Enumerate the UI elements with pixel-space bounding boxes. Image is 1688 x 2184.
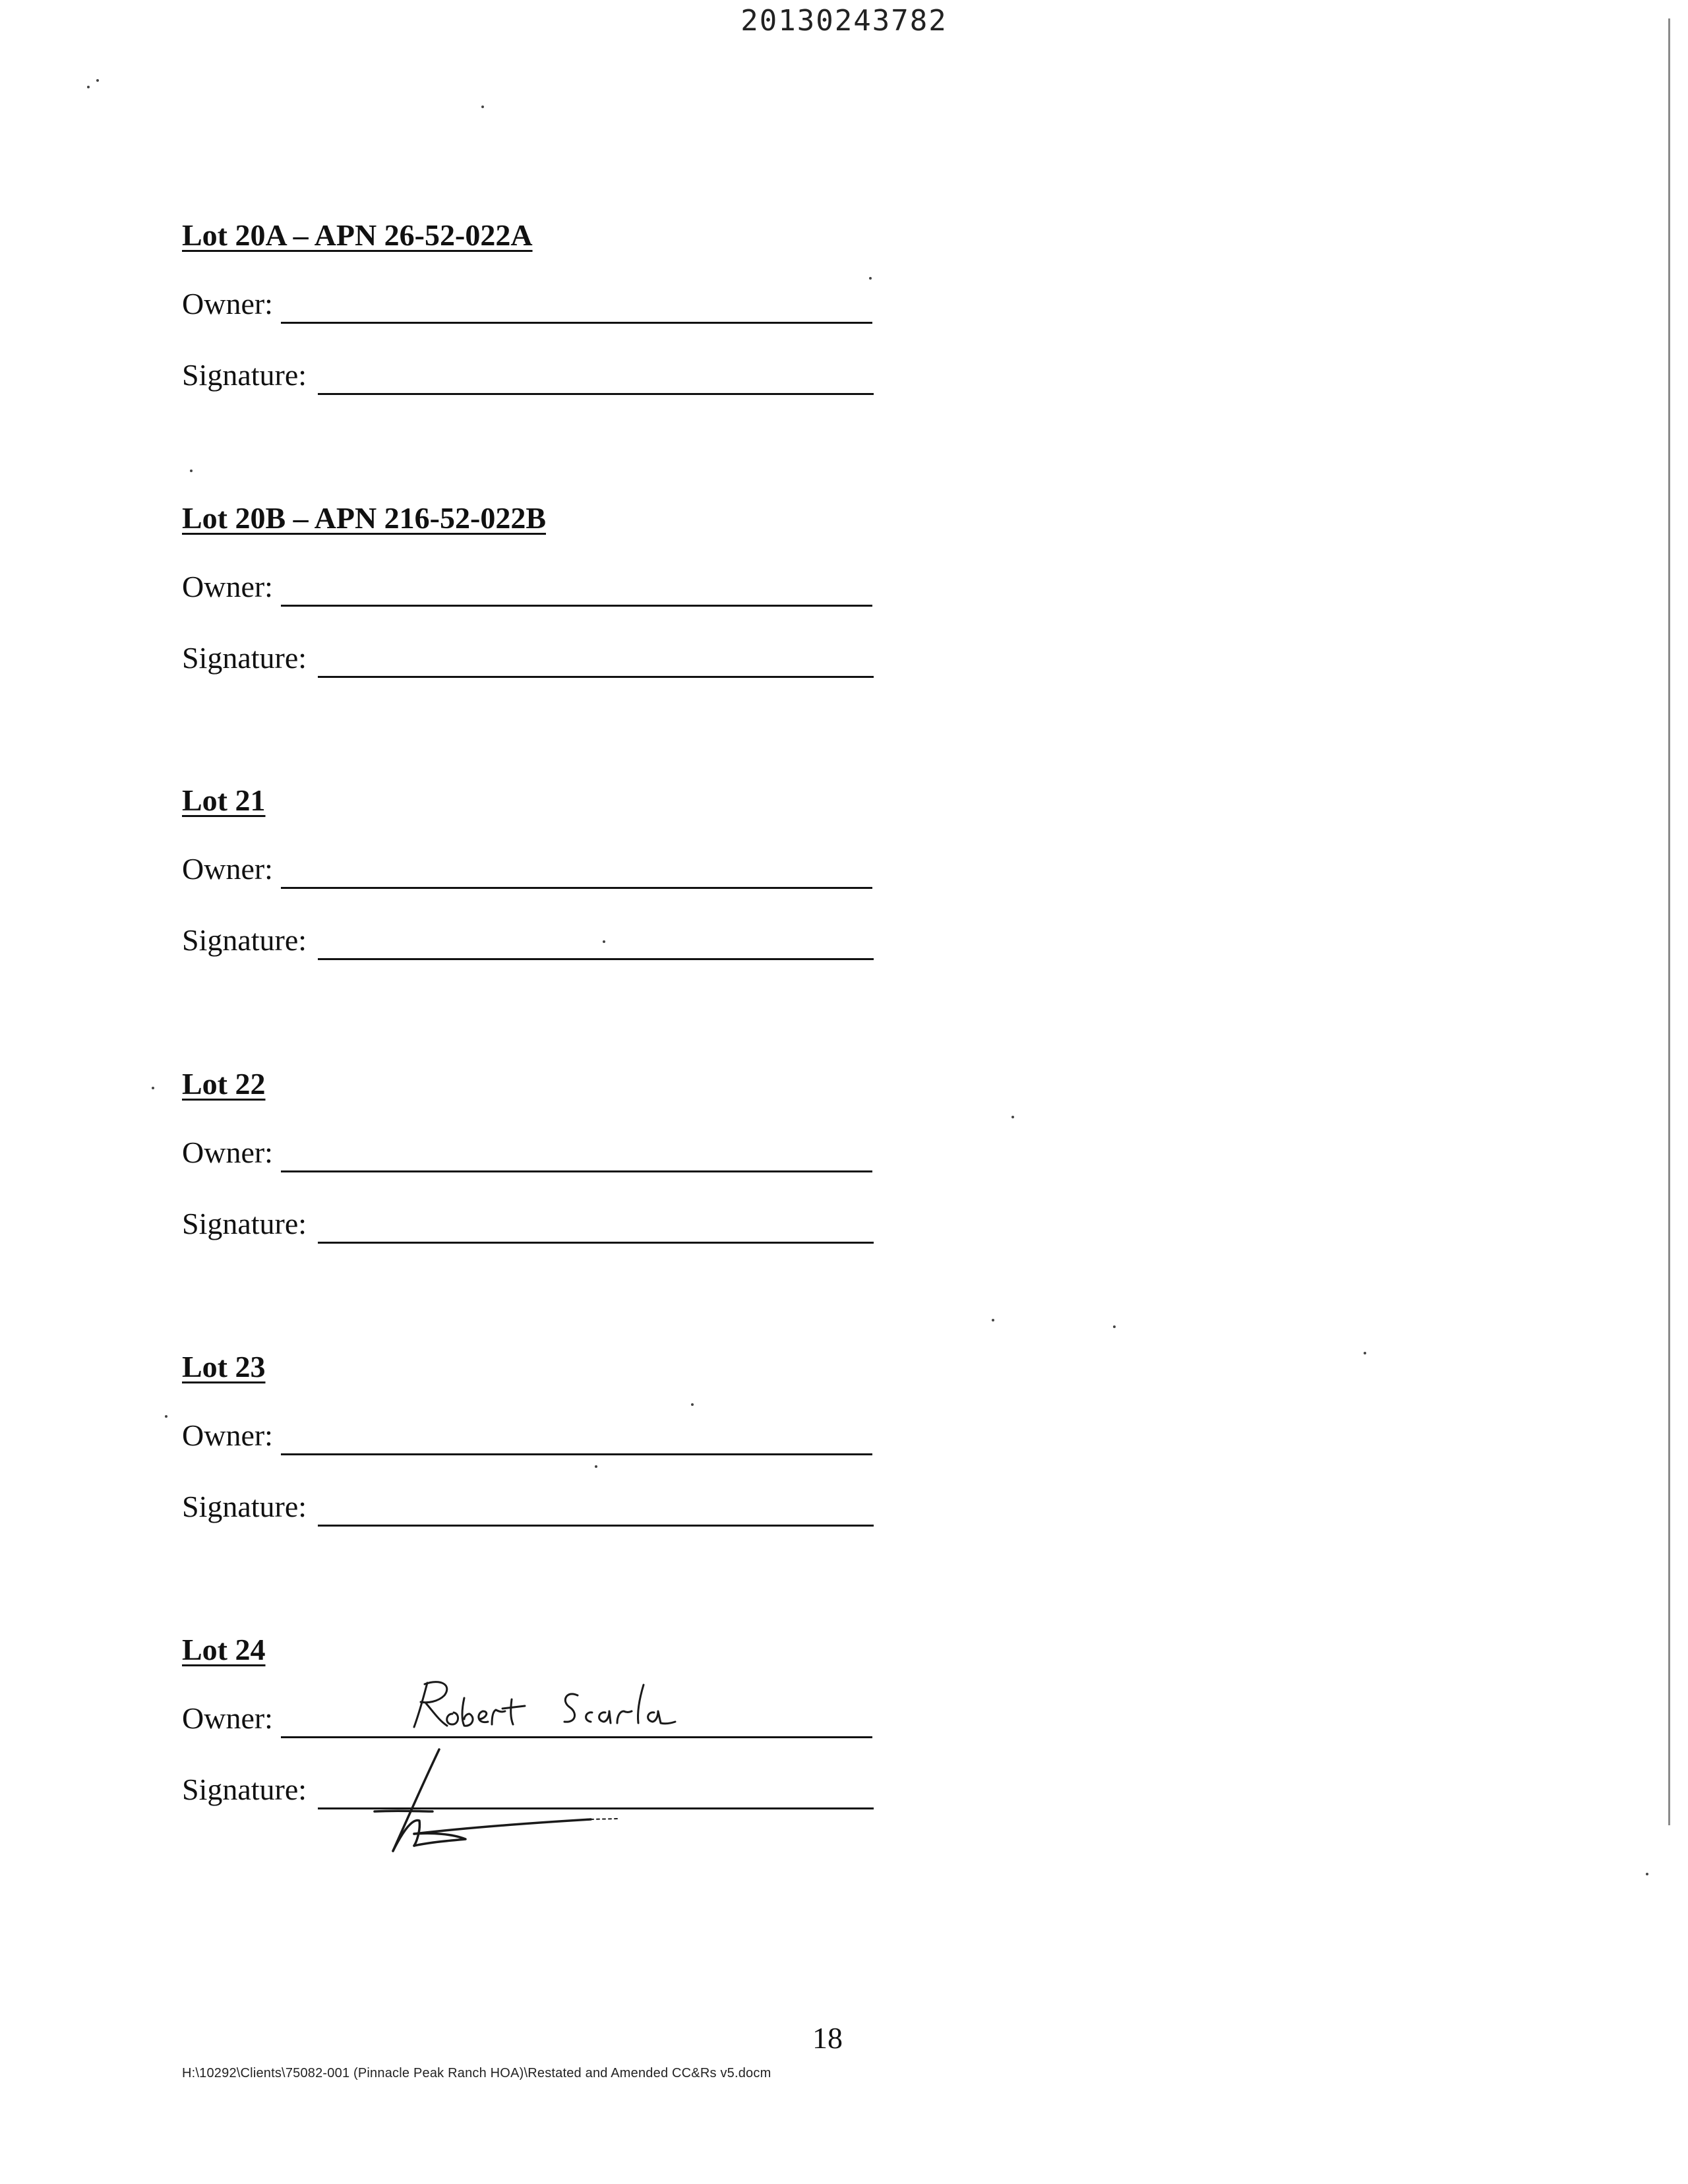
- signature-field-line: [318, 958, 874, 960]
- page-number: 18: [812, 2021, 843, 2055]
- owner-field-line: [281, 605, 872, 607]
- scan-edge-line: [1668, 18, 1670, 1825]
- scan-speck: [595, 1465, 597, 1468]
- signature-label: Signature:: [182, 923, 307, 957]
- owner-label: Owner:: [182, 287, 273, 320]
- scan-speck: [1113, 1325, 1116, 1328]
- scan-speck: [691, 1403, 694, 1406]
- scan-speck: [96, 79, 99, 82]
- scan-speck: [481, 106, 484, 108]
- lot-heading: Lot 22: [182, 1067, 266, 1101]
- scan-speck: [190, 470, 193, 472]
- owner-field-line: [281, 1453, 872, 1455]
- lot-heading: Lot 21: [182, 783, 266, 817]
- lot-heading: Lot 23: [182, 1350, 266, 1383]
- signature-field-line: [318, 1525, 874, 1527]
- owner-label: Owner:: [182, 570, 273, 603]
- owner-label: Owner:: [182, 1418, 273, 1452]
- lot-block-24: [182, 1632, 881, 1869]
- scan-speck: [165, 1415, 167, 1418]
- signature-label: Signature:: [182, 1490, 307, 1523]
- handwritten-signature-mark: [375, 1749, 617, 1851]
- lot-block-23: [182, 1349, 881, 1587]
- owner-label: Owner:: [182, 1701, 273, 1735]
- lot-heading: Lot 24: [182, 1633, 266, 1666]
- scan-speck: [603, 940, 605, 943]
- owner-field-line: [281, 887, 872, 889]
- recording-number: 20130243782: [740, 4, 948, 38]
- signature-field-line: [318, 1807, 874, 1809]
- scan-speck: [152, 1087, 154, 1089]
- signature-field-line: [318, 1242, 874, 1244]
- scan-speck: [869, 277, 872, 280]
- scan-speck: [1364, 1352, 1366, 1354]
- owner-field-line: [281, 1736, 872, 1738]
- scan-speck: [1646, 1873, 1648, 1875]
- signature-field-line: [318, 676, 874, 678]
- scan-speck: [1011, 1116, 1014, 1118]
- signature-label: Signature:: [182, 1207, 307, 1240]
- lot-block-20a: [182, 218, 881, 455]
- lot-heading: Lot 20A – APN 26-52-022A: [182, 218, 533, 252]
- signature-label: Signature:: [182, 641, 307, 675]
- lot-block-21: [182, 783, 881, 1020]
- signature-label: Signature:: [182, 1773, 307, 1806]
- scan-speck: [87, 86, 90, 88]
- lot-heading: Lot 20B – APN 216-52-022B: [182, 501, 546, 535]
- signature-label: Signature:: [182, 358, 307, 392]
- signature-field-line: [318, 393, 874, 395]
- owner-field-line: [281, 322, 872, 324]
- owner-label: Owner:: [182, 1136, 273, 1169]
- owner-handwritten-name: [414, 1682, 675, 1727]
- document-file-path: H:\10292\Clients\75082-001 (Pinnacle Peak Ranch HOA)\Restated and Amended CC&Rs v5.docm: [182, 2066, 771, 2080]
- handwriting-overlay: [182, 1632, 881, 1869]
- lot-block-22: [182, 1066, 881, 1304]
- scan-speck: [992, 1319, 994, 1321]
- owner-label: Owner:: [182, 852, 273, 886]
- owner-field-line: [281, 1170, 872, 1172]
- lot-block-20b: [182, 501, 881, 738]
